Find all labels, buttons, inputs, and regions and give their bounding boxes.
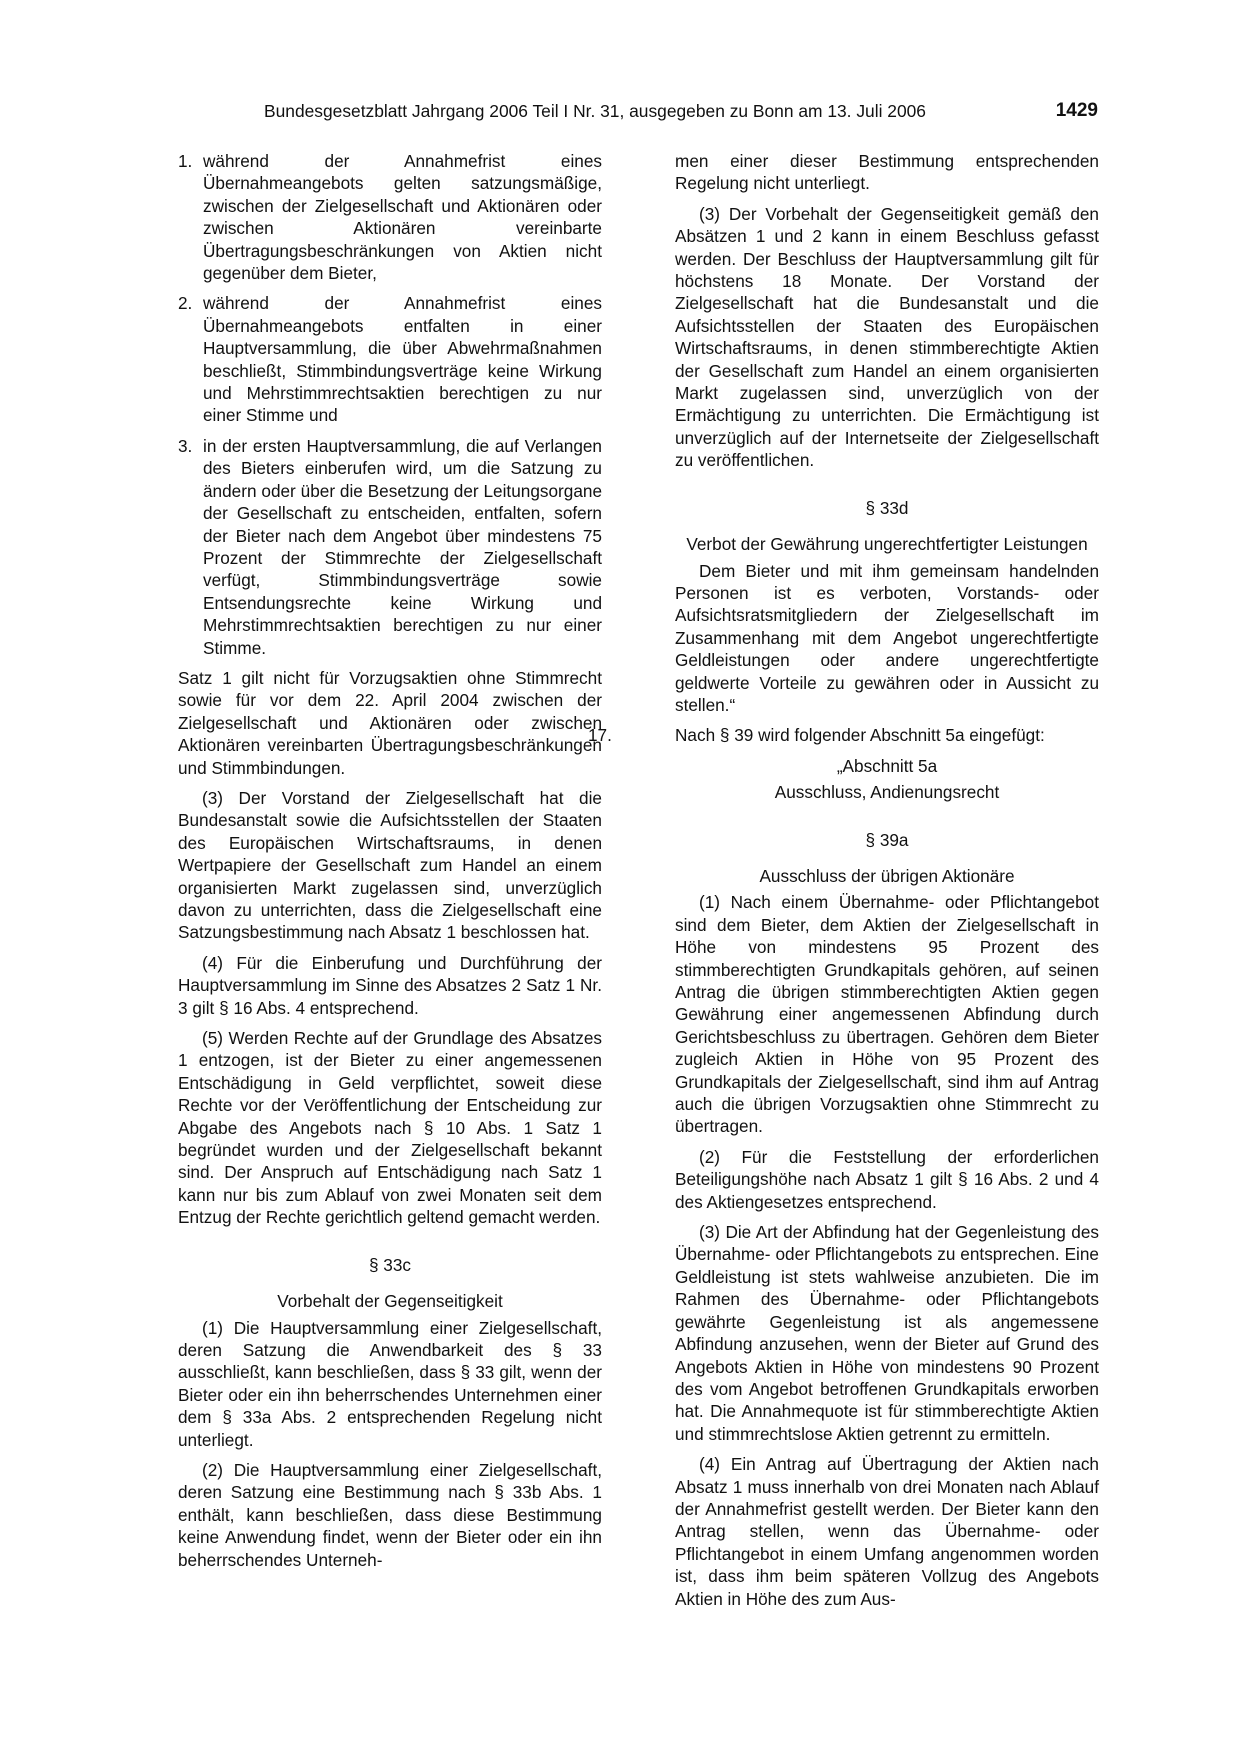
- list-item-number: 3.: [178, 435, 193, 456]
- paragraph-3: (3) Der Vorstand der Zielgesellschaft hat die Bundesanstalt sowie die Aufsichtsstellen der Staaten des Europäischen Wirtschaftsraums, in denen Wertpapiere der Gesellschaft zum Handel an einem organisierten Markt zugelassen sind, unverzüglich davon zu unterrichten, dass die Zielgesellschaft eine Satzungsbestimmung nach Absatz 1 beschlossen hat.: [178, 787, 602, 943]
- section-33c-paragraph-2: (2) Die Hauptversammlung einer Zielgesellschaft, deren Satzung eine Bestimmung nach § 33b Abs. 1 enthält, kann beschließen, dass diese Bestimmung keine Anwendung findet, wenn der Bieter oder ein ihn beherrschendes Unterneh-: [178, 1459, 602, 1570]
- section-39a-heading: Ausschluss der übrigen Aktionäre: [759, 865, 1015, 886]
- right-column: [588, 150, 1099, 1618]
- abschnitt-title: „Abschnitt 5a: [836, 755, 938, 776]
- list-item-text: in der ersten Hauptversammlung, die auf Verlangen des Bieters einberufen wird, um die Satzung zu ändern oder über die Besetzung der Leitungsorgane der Gesellschaft zu entscheiden, entfalten, sofern der Bieter nach dem Angebot über mindestens 75 Prozent der Stimmrechte der Zielgesellschaft verfügt, Stimmbindungsverträge sowie Entsendungsrechte keine Wirkung und Mehrstimmrechtsaktien berechtigen zu nur einer Stimme.: [203, 435, 602, 658]
- list-item-number: 1.: [178, 151, 193, 171]
- page-number: 1429: [1055, 100, 1098, 121]
- amendment-number: 17.: [588, 725, 612, 746]
- list-item: [178, 150, 602, 284]
- section-33c-heading: Vorbehalt der Gegenseitigkeit: [277, 1291, 503, 1312]
- amendment-text: Nach § 39 wird folgender Abschnitt 5a eingefügt:: [675, 725, 1045, 746]
- section-33d-heading: Verbot der Gewährung ungerechtfertigter Leistungen: [686, 534, 1088, 555]
- section-33c-paragraph-1: (1) Die Hauptversammlung einer Zielgesellschaft, deren Satzung die Anwendbarkeit des § 33 ausschließt, kann beschließen, dass § 33 gilt, wenn der Bieter oder ein ihn beherrschendes Unternehmen einer dem § 33a Abs. 2 entsprechenden Regelung nicht unterliegt.: [178, 1317, 602, 1450]
- list-item-number: 2.: [178, 293, 193, 314]
- section-39a-paragraph-2: (2) Für die Feststellung der erforderlichen Beteiligungshöhe nach Absatz 1 gilt § 16 Abs. 2 und 4 des Aktiengesetzes entsprechend.: [675, 1146, 1099, 1212]
- section-33c-paragraph-3: (3) Der Vorbehalt der Gegenseitigkeit gemäß den Absätzen 1 und 2 kann in einem Beschluss gefasst werden. Der Beschluss der Hauptversammlung gilt für höchstens 18 Monate. Der Vorstand der Zielgesellschaft hat die Bundesanstalt und die Aufsichtsstellen der Staaten des Europäischen Wirtschaftsraums, in denen stimmberechtigte Aktien der Gesellschaft zum Handel an einem organisierten Markt zugelassen sind, unverzüglich von der Ermächtigung zu unterrichten. Die Ermächtigung ist unverzüglich auf der Internetseite der Zielgesellschaft zu veröffentlichen.: [675, 203, 1099, 471]
- list-item: [178, 435, 602, 659]
- section-33c-title: § 33c: [368, 1254, 412, 1275]
- section-33d-paragraph: Dem Bieter und mit ihm gemeinsam handelnden Personen ist es verboten, Vorstands- oder Aufsichtsratsmitgliedern der Zielgesellschaft im Zusammenhang mit dem Angebot ungerechtfertigte Geldleistungen oder andere ungerechtfertigte geldwerte Vorteile zu gewähren oder in Aussicht zu stellen.“: [675, 560, 1099, 715]
- paragraph-5: (5) Werden Rechte auf der Grundlage des Absatzes 1 entzogen, ist der Bieter zu einer angemessenen Entschädigung in Geld verpflichtet, soweit diese Rechte vor der Veröffentlichung der Entscheidung zur Abgabe des Angebots nach § 10 Abs. 1 Satz 1 begründet wurden und der Zielgesellschaft bekannt sind. Der Anspruch auf Entschädigung nach Satz 1 kann nur bis zum Ablauf von zwei Monaten seit dem Entzug der Rechte gerichtlich geltend gemacht werden.: [178, 1028, 602, 1228]
- continued-paragraph: men einer dieser Bestimmung entsprechenden Regelung nicht unterliegt.: [675, 151, 1099, 194]
- header-title: Bundesgesetzblatt Jahrgang 2006 Teil I Nr. 31, ausgegeben zu Bonn am 13. Juli 2006: [264, 101, 926, 121]
- list-item-text: während der Annahmefrist eines Übernahmeangebots gelten satzungsmäßige, zwischen der Zielgesellschaft und Aktionären oder zwischen Aktionären vereinbarte Übertragungsbeschränkungen von Aktien nicht gegenüber dem Bieter,: [203, 151, 602, 284]
- list-item: [178, 292, 602, 426]
- paragraph-4: (4) Für die Einberufung und Durchführung der Hauptversammlung im Sinne des Absatzes 2 Satz 1 Nr. 3 gilt § 16 Abs. 4 entsprechend.: [178, 952, 602, 1018]
- abschnitt-heading: Ausschluss, Andienungsrecht: [774, 782, 1000, 803]
- page-header: [178, 101, 1098, 127]
- section-39a-paragraph-3: (3) Die Art der Abfindung hat der Gegenleistung des Übernahme- oder Pflichtangebots zu entsprechen. Eine Geldleistung ist stets wahlweise anzubieten. Die im Rahmen des Übernahme- oder Pflichtangebots gewährte Gegenleistung ist als angemessene Abfindung anzusehen, wenn der Bieter auf Grund des Angebots Aktien in Höhe von mindestens 90 Prozent des vom Angebot betroffenen Grundkapitals erworben hat. Die Annahmequote ist für stimmberechtigte Aktien und stimmrechtslose Aktien getrennt zu ermitteln.: [675, 1222, 1099, 1444]
- section-39a-paragraph-4: (4) Ein Antrag auf Übertragung der Aktien nach Absatz 1 muss innerhalb von drei Monaten nach Ablauf der Annahmefrist gestellt werden. Der Bieter kann den Antrag stellen, wenn das Übernahme- oder Pflichtangebot in einem Umfang angenommen worden ist, dass ihm beim späteren Vollzug des Angebots Aktien in Höhe des zum Aus-: [675, 1454, 1099, 1609]
- section-39a-title: § 39a: [865, 829, 909, 850]
- satz-paragraph: Satz 1 gilt nicht für Vorzugsaktien ohne Stimmrecht sowie für vor dem 22. April 2004 zwischen der Zielgesellschaft und Aktionären oder zwischen Aktionären vereinbarten Übertragungsbeschränkungen und Stimmbindungen.: [178, 667, 602, 778]
- amendment-item: [588, 724, 1099, 746]
- section-33d-title: § 33d: [865, 497, 909, 518]
- left-column: [178, 150, 602, 1579]
- section-39a-paragraph-1: (1) Nach einem Übernahme- oder Pflichtangebot sind dem Bieter, dem Aktien der Zielgesellschaft in Höhe von mindestens 95 Prozent des stimmberechtigten Grundkapitals gehören, auf seinen Antrag die übrigen stimmberechtigten Aktien gegen Gewährung einer angemessenen Abfindung durch Gerichtsbeschluss zu übertragen. Gehören dem Bieter zugleich Aktien in Höhe von 95 Prozent des Grundkapitals der Zielgesellschaft, sind ihm auf Antrag auch die übrigen Vorzugsaktien ohne Stimmrecht zu übertragen.: [675, 892, 1099, 1137]
- list-item-text: während der Annahmefrist eines Übernahmeangebots entfalten in einer Hauptversammlung, die über Abwehrmaßnahmen beschließt, Stimmbindungsverträge keine Wirkung und Mehrstimmrechtsaktien berechtigen zu nur einer Stimme und: [203, 293, 602, 426]
